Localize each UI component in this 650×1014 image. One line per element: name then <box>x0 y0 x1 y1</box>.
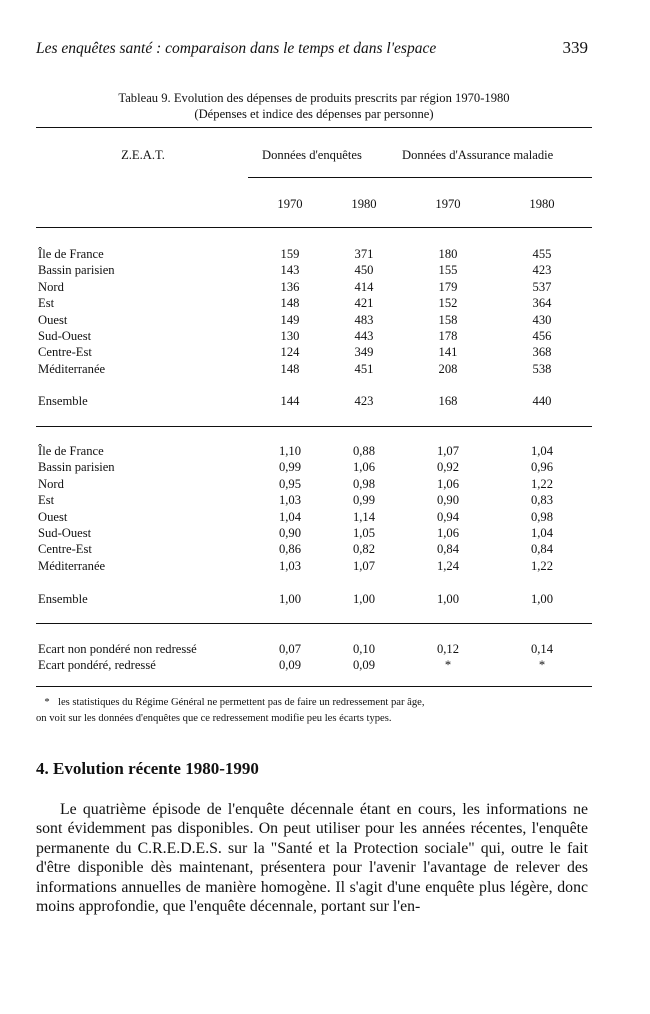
expenses-row-value: 349 <box>354 345 374 360</box>
expenses-row-value: 141 <box>438 345 458 360</box>
expenses-row-value: 483 <box>354 312 374 327</box>
header-bottom-rule <box>36 227 592 228</box>
expenses-row-label: Méditerranée <box>38 361 106 376</box>
expenses-row-value: 149 <box>280 312 300 327</box>
footnote-line-2: on voit sur les données d'enquêtes que ce redressement modifie peu les écarts types. <box>36 713 392 724</box>
expenses-row-value: 180 <box>438 247 458 261</box>
indices-row-label: Nord <box>38 476 64 491</box>
deviation-row-value: 0,07 <box>278 642 302 656</box>
caption-line-1: Tableau 9. Evolution des dépenses de produits prescrits par région 1970-1980 <box>118 91 510 105</box>
running-head: Les enquêtes santé : comparaison dans le temps et dans l'espace <box>36 40 437 57</box>
expenses-row-value: 208 <box>438 361 458 376</box>
expenses-row-value: 371 <box>354 247 374 261</box>
indices-row-value: 0,92 <box>436 460 460 475</box>
indices-row-value: 1,04 <box>530 526 554 540</box>
indices-row-value: 1,03 <box>278 493 302 508</box>
indices-row-value: 0,84 <box>436 542 460 557</box>
body-paragraph: Le quatrième épisode de l'enquête décennale étant en cours, les informations ne sont évidemment pas disponibles. On peut utiliser pour les années récentes, l'enquête permanente du C.R.E.D.E.S. sur la "Santé et la Protection sociale" qui, outre le fait d'être disponible dès maintenant, présentera pour l'avenir l'avantage de relever des informations annuelles de manière homogène. Il s'agit d'une enquête plus légère, donc moins approfondie, que l'enquête décennale, portant sur l'en- <box>36 801 588 916</box>
indices-row-value: 1,24 <box>436 558 460 573</box>
expenses-row-value: 364 <box>532 296 552 311</box>
indices-row-value: 0,96 <box>530 460 554 475</box>
expenses-total-row-value: 144 <box>280 394 300 408</box>
indices-row-value: 1,03 <box>278 558 302 573</box>
expenses-row-value: 155 <box>438 263 458 278</box>
footnote-star: * <box>44 697 50 708</box>
caption-line-2: (Dépenses et indice des dépenses par personne) <box>194 107 434 121</box>
expenses-row-value: 421 <box>354 296 374 311</box>
expenses-row-label: Est <box>38 296 55 311</box>
expenses-total-row-value: 423 <box>354 394 374 408</box>
expenses-row-value: 143 <box>280 263 300 278</box>
deviations-rule <box>36 623 592 624</box>
year-1970-enquetes: 1970 <box>277 197 303 211</box>
year-header-rule <box>248 177 592 178</box>
expenses-total-row-value: 168 <box>438 394 458 408</box>
indices-row-label: Ouest <box>38 509 68 524</box>
expenses-row-label: Sud-Ouest <box>38 329 92 343</box>
deviation-row-value: 0,12 <box>436 642 460 656</box>
expenses-row-value: 178 <box>438 329 458 343</box>
indices-row-value: 0,86 <box>278 542 302 557</box>
indices-row-label: Méditerranée <box>38 558 106 573</box>
expenses-row-value: 451 <box>354 361 374 376</box>
year-1980-assurance: 1980 <box>529 197 555 211</box>
deviation-row-value: 0,10 <box>352 642 376 656</box>
indices-row-label: Est <box>38 493 55 508</box>
indices-row-value: 1,05 <box>352 526 376 540</box>
expenses-row-value: 124 <box>280 345 300 360</box>
expenses-row-value: 443 <box>354 329 374 343</box>
indices-row-value: 0,98 <box>530 509 554 524</box>
indices-row-value: 1,07 <box>436 444 460 458</box>
expenses-row-value: 455 <box>532 247 552 261</box>
deviation-row-value: 0,09 <box>278 658 302 673</box>
expenses-row-value: 537 <box>532 279 552 294</box>
indices-row-value: 0,84 <box>530 542 554 557</box>
expenses-row-value: 152 <box>438 296 458 311</box>
indices-row-label: Bassin parisien <box>38 460 115 475</box>
deviation-row-value: * <box>538 658 546 673</box>
table-footnote <box>36 695 596 727</box>
year-1980-enquetes: 1980 <box>351 197 377 211</box>
indices-total-row-value: 1,00 <box>352 592 376 606</box>
indices-row-value: 1,07 <box>352 558 376 573</box>
indices-row-value: 0,99 <box>278 460 302 475</box>
indices-row-label: Île de France <box>38 444 104 458</box>
deviation-row-value: 0,14 <box>530 642 554 656</box>
expenses-row-value: 450 <box>354 263 374 278</box>
expenses-row-value: 456 <box>532 329 552 343</box>
footnote-line-1: * les statistiques du Régime Général ne permettent pas de faire un redressement par âge, <box>36 695 596 711</box>
indices-row-value: 1,10 <box>278 444 302 458</box>
indices-row-value: 1,22 <box>530 476 554 491</box>
expenses-row-value: 538 <box>532 361 552 376</box>
indices-row-value: 0,88 <box>352 444 376 458</box>
table-bottom-rule <box>36 686 592 687</box>
deviation-row-label: Ecart pondéré, redressé <box>38 658 156 673</box>
expenses-row-value: 148 <box>280 361 300 376</box>
deviation-row-label: Ecart non pondéré non redressé <box>38 642 197 656</box>
indices-total-row-label: Ensemble <box>38 592 88 606</box>
indices-row-value: 1,06 <box>436 526 460 540</box>
column-header-zeat: Z.E.A.T. <box>121 148 165 162</box>
expenses-row-label: Île de France <box>38 247 104 261</box>
indices-row-value: 1,14 <box>352 509 376 524</box>
indices-row-value: 0,83 <box>530 493 554 508</box>
indices-row-label: Sud-Ouest <box>38 526 92 540</box>
indices-row-value: 0,90 <box>436 493 460 508</box>
indices-row-value: 0,82 <box>352 542 376 557</box>
expenses-row-value: 158 <box>438 312 458 327</box>
expenses-row-value: 414 <box>354 279 374 294</box>
page-number: 339 <box>562 38 588 57</box>
expenses-row-label: Bassin parisien <box>38 263 115 278</box>
table-top-rule <box>36 127 592 128</box>
year-1970-assurance: 1970 <box>435 197 461 211</box>
expenses-total-row-value: 440 <box>532 394 552 408</box>
indices-row-label: Centre-Est <box>38 542 92 557</box>
expenses-row-value: 159 <box>280 247 300 261</box>
table-caption <box>36 90 592 122</box>
indices-row-value: 0,94 <box>436 509 460 524</box>
indices-row-value: 0,90 <box>278 526 302 540</box>
section-divider-rule <box>36 426 592 427</box>
expenses-total-row-label: Ensemble <box>38 394 88 408</box>
expenses-row-label: Ouest <box>38 312 68 327</box>
indices-total-row-value: 1,00 <box>530 592 554 606</box>
indices-row-value: 1,04 <box>530 444 554 458</box>
column-header-assurance: Données d'Assurance maladie <box>402 148 554 162</box>
expenses-row-label: Centre-Est <box>38 345 92 360</box>
indices-total-row-value: 1,00 <box>436 592 460 606</box>
deviation-row-value: * <box>444 658 452 673</box>
expenses-row-value: 148 <box>280 296 300 311</box>
expenses-row-value: 430 <box>532 312 552 327</box>
indices-row-value: 1,06 <box>436 476 460 491</box>
expenses-row-value: 136 <box>280 279 300 294</box>
indices-row-value: 0,98 <box>352 476 376 491</box>
indices-row-value: 1,06 <box>352 460 376 475</box>
deviation-row-value: 0,09 <box>352 658 376 673</box>
indices-row-value: 1,22 <box>530 558 554 573</box>
expenses-row-value: 423 <box>532 263 552 278</box>
section-title: 4. Evolution récente 1980-1990 <box>36 759 259 778</box>
expenses-row-value: 368 <box>532 345 552 360</box>
indices-row-value: 0,99 <box>352 493 376 508</box>
expenses-row-value: 130 <box>280 329 300 343</box>
column-header-enquetes: Données d'enquêtes <box>262 148 362 162</box>
indices-row-value: 0,95 <box>278 476 302 491</box>
expenses-row-label: Nord <box>38 279 64 294</box>
indices-total-row-value: 1,00 <box>278 592 302 606</box>
expenses-row-value: 179 <box>438 279 458 294</box>
indices-row-value: 1,04 <box>278 509 302 524</box>
